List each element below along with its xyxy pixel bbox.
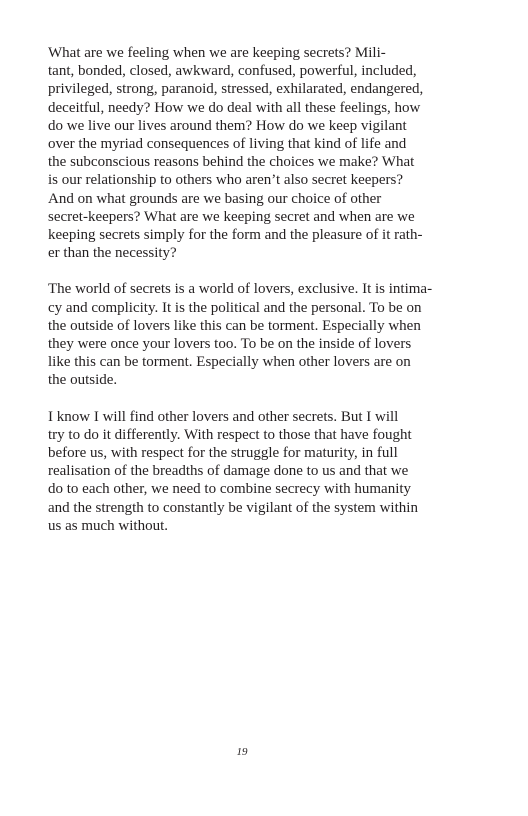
text-line: deceitful, needy? How we do deal with all these feelings, how <box>48 99 421 116</box>
text-line: the outside. <box>48 372 118 389</box>
page-number: 19 <box>236 746 248 758</box>
text-line: and the strength to constantly be vigilant of the system within <box>48 499 418 516</box>
paragraph-3 <box>48 408 438 535</box>
text-line: before us, with respect for the struggle for maturity, in full <box>48 445 398 462</box>
text-line: tant, bonded, closed, awkward, confused, powerful, included, <box>48 63 417 80</box>
text-line: they were once your lovers too. To be on the inside of lovers <box>48 336 412 353</box>
text-line: like this can be torment. Especially when other lovers are on <box>48 354 411 371</box>
text-line: do we live our lives around them? How do we keep vigilant <box>48 117 407 134</box>
text-line: is our relationship to others who aren’t also secret keepers? <box>48 172 404 189</box>
text-line: the subconscious reasons behind the choices we make? What <box>48 154 415 171</box>
text-line: secret-keepers? What are we keeping secret and when are we <box>48 208 415 225</box>
text-line: try to do it differently. With respect to those that have fought <box>48 426 412 443</box>
body-text <box>48 44 438 553</box>
text-line: The world of secrets is a world of lovers, exclusive. It is intima- <box>48 281 433 298</box>
text-line: do to each other, we need to combine secrecy with humanity <box>48 481 412 498</box>
text-line: keeping secrets simply for the form and the pleasure of it rath- <box>48 227 423 244</box>
text-line: the outside of lovers like this can be torment. Especially when <box>48 317 421 334</box>
paragraph-2 <box>48 280 438 389</box>
paragraph-1 <box>48 44 438 262</box>
text-line: privileged, strong, paranoid, stressed, exhilarated, endangered, <box>48 81 424 98</box>
text-line: er than the necessity? <box>48 245 177 262</box>
text-line: I know I will find other lovers and other secrets. But I will <box>48 408 399 425</box>
text-line: over the myriad consequences of living that kind of life and <box>48 136 407 153</box>
text-line: cy and complicity. It is the political and the personal. To be on <box>48 299 422 316</box>
text-line: And on what grounds are we basing our choice of other <box>48 190 382 207</box>
text-line: realisation of the breadths of damage done to us and that we <box>48 463 409 480</box>
text-line: us as much without. <box>48 517 168 534</box>
text-line: What are we feeling when we are keeping secrets? Mili- <box>48 45 386 61</box>
